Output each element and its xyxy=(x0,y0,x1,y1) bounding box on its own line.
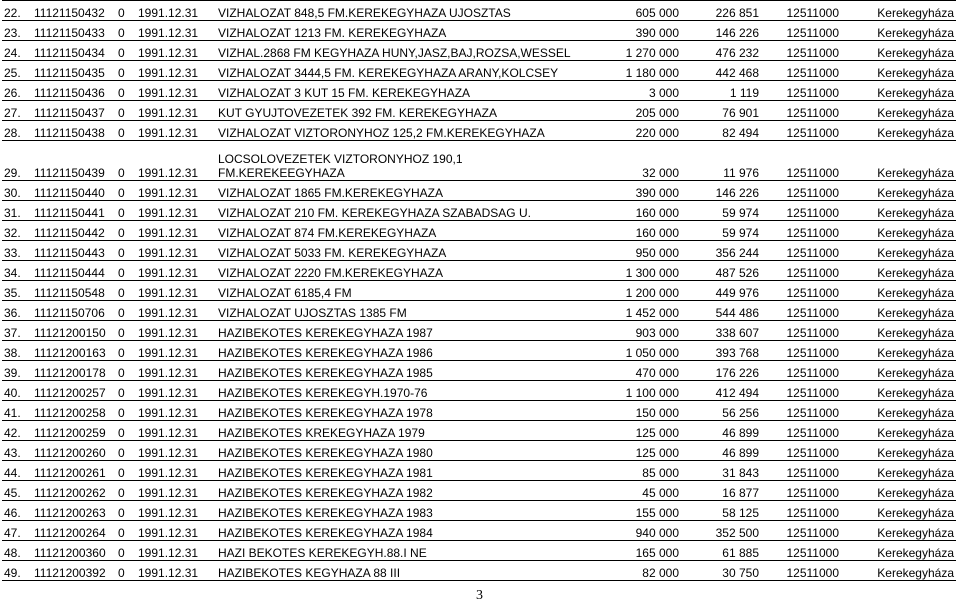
table-row xyxy=(2,381,956,401)
row-number-cell: 24. xyxy=(2,41,32,61)
flag-cell: 0 xyxy=(116,101,136,121)
net-value-cell: 176 226 xyxy=(681,361,761,381)
account-cell: 12511000 xyxy=(761,41,841,61)
location-cell: Kerekegyháza xyxy=(841,521,956,541)
row-number-cell: 35. xyxy=(2,281,32,301)
net-value-cell: 11 976 xyxy=(681,141,761,181)
table-row xyxy=(2,101,956,121)
row-number-cell: 36. xyxy=(2,301,32,321)
flag-cell: 0 xyxy=(116,541,136,561)
description-cell: HAZIBEKOTES KEREKEGYHAZA 1986 xyxy=(216,341,596,361)
asset-code-cell: 11121200392 xyxy=(32,561,116,581)
net-value-cell: 352 500 xyxy=(681,521,761,541)
gross-value-cell: 45 000 xyxy=(596,481,681,501)
flag-cell: 0 xyxy=(116,181,136,201)
location-cell: Kerekegyháza xyxy=(841,381,956,401)
date-cell: 1991.12.31 xyxy=(136,521,216,541)
net-value-cell: 146 226 xyxy=(681,181,761,201)
description-line-1: LOCSOLOVEZETEK VIZTORONYHOZ 190,1 xyxy=(218,152,463,166)
table-row xyxy=(2,421,956,441)
asset-code-cell: 11121200260 xyxy=(32,441,116,461)
date-cell: 1991.12.31 xyxy=(136,181,216,201)
account-cell: 12511000 xyxy=(761,381,841,401)
asset-code-cell: 11121150433 xyxy=(32,21,116,41)
table-row xyxy=(2,401,956,421)
location-cell: Kerekegyháza xyxy=(841,461,956,481)
asset-code-cell: 11121200150 xyxy=(32,321,116,341)
table-row xyxy=(2,81,956,101)
asset-code-cell: 11121150439 xyxy=(32,141,116,181)
asset-code-cell: 11121150442 xyxy=(32,221,116,241)
date-cell: 1991.12.31 xyxy=(136,501,216,521)
asset-code-cell: 11121200258 xyxy=(32,401,116,421)
date-cell: 1991.12.31 xyxy=(136,561,216,581)
description-cell: HAZIBEKOTES KEREKEGYH.1970-76 xyxy=(216,381,596,401)
description-cell: VIZHALOZAT VIZTORONYHOZ 125,2 FM.KEREKEGYHAZA xyxy=(216,121,596,141)
date-cell: 1991.12.31 xyxy=(136,21,216,41)
location-cell: Kerekegyháza xyxy=(841,81,956,101)
gross-value-cell: 1 050 000 xyxy=(596,341,681,361)
asset-code-cell: 11121200263 xyxy=(32,501,116,521)
table-row xyxy=(2,121,956,141)
asset-code-cell: 11121150706 xyxy=(32,301,116,321)
flag-cell: 0 xyxy=(116,141,136,181)
location-cell: Kerekegyháza xyxy=(841,21,956,41)
description-cell: VIZHALOZAT 3 KUT 15 FM. KEREKEGYHAZA xyxy=(216,81,596,101)
description-cell: VIZHALOZAT 2220 FM.KEREKEGYHAZA xyxy=(216,261,596,281)
account-cell: 12511000 xyxy=(761,81,841,101)
gross-value-cell: 940 000 xyxy=(596,521,681,541)
description-cell: VIZHALOZAT 848,5 FM.KEREKEGYHAZA UJOSZTAS xyxy=(216,1,596,21)
date-cell: 1991.12.31 xyxy=(136,381,216,401)
date-cell: 1991.12.31 xyxy=(136,441,216,461)
location-cell: Kerekegyháza xyxy=(841,481,956,501)
table-row xyxy=(2,241,956,261)
asset-code-cell: 11121200360 xyxy=(32,541,116,561)
asset-register-table xyxy=(2,0,956,581)
row-number-cell: 45. xyxy=(2,481,32,501)
gross-value-cell: 1 200 000 xyxy=(596,281,681,301)
table-row xyxy=(2,261,956,281)
description-cell: HAZIBEKOTES KEREKEGYHAZA 1987 xyxy=(216,321,596,341)
net-value-cell: 76 901 xyxy=(681,101,761,121)
location-cell: Kerekegyháza xyxy=(841,101,956,121)
description-cell: HAZIBEKOTES KEREKEGYHAZA 1978 xyxy=(216,401,596,421)
flag-cell: 0 xyxy=(116,1,136,21)
flag-cell: 0 xyxy=(116,441,136,461)
description-cell xyxy=(216,141,596,181)
table-row xyxy=(2,301,956,321)
row-number-cell: 47. xyxy=(2,521,32,541)
flag-cell: 0 xyxy=(116,501,136,521)
net-value-cell: 16 877 xyxy=(681,481,761,501)
asset-code-cell: 11121150436 xyxy=(32,81,116,101)
description-cell: VIZHALOZAT 6185,4 FM xyxy=(216,281,596,301)
date-cell: 1991.12.31 xyxy=(136,401,216,421)
flag-cell: 0 xyxy=(116,381,136,401)
date-cell: 1991.12.31 xyxy=(136,261,216,281)
account-cell: 12511000 xyxy=(761,261,841,281)
asset-code-cell: 11121200163 xyxy=(32,341,116,361)
location-cell: Kerekegyháza xyxy=(841,141,956,181)
table-row xyxy=(2,341,956,361)
gross-value-cell: 150 000 xyxy=(596,401,681,421)
net-value-cell: 31 843 xyxy=(681,461,761,481)
flag-cell: 0 xyxy=(116,481,136,501)
net-value-cell: 412 494 xyxy=(681,381,761,401)
flag-cell: 0 xyxy=(116,261,136,281)
row-number-cell: 46. xyxy=(2,501,32,521)
row-number-cell: 33. xyxy=(2,241,32,261)
net-value-cell: 338 607 xyxy=(681,321,761,341)
description-cell: VIZHALOZAT 1213 FM. KEREKEGYHAZA xyxy=(216,21,596,41)
table-row xyxy=(2,281,956,301)
table-row xyxy=(2,61,956,81)
asset-code-cell: 11121150434 xyxy=(32,41,116,61)
account-cell: 12511000 xyxy=(761,341,841,361)
gross-value-cell: 1 100 000 xyxy=(596,381,681,401)
net-value-cell: 46 899 xyxy=(681,441,761,461)
account-cell: 12511000 xyxy=(761,441,841,461)
location-cell: Kerekegyháza xyxy=(841,61,956,81)
table-row xyxy=(2,441,956,461)
account-cell: 12511000 xyxy=(761,461,841,481)
location-cell: Kerekegyháza xyxy=(841,501,956,521)
asset-code-cell: 11121150441 xyxy=(32,201,116,221)
location-cell: Kerekegyháza xyxy=(841,361,956,381)
table-row xyxy=(2,541,956,561)
flag-cell: 0 xyxy=(116,41,136,61)
flag-cell: 0 xyxy=(116,461,136,481)
date-cell: 1991.12.31 xyxy=(136,421,216,441)
flag-cell: 0 xyxy=(116,561,136,581)
gross-value-cell: 1 452 000 xyxy=(596,301,681,321)
location-cell: Kerekegyháza xyxy=(841,401,956,421)
gross-value-cell: 903 000 xyxy=(596,321,681,341)
net-value-cell: 226 851 xyxy=(681,1,761,21)
net-value-cell: 393 768 xyxy=(681,341,761,361)
row-number-cell: 30. xyxy=(2,181,32,201)
row-number-cell: 34. xyxy=(2,261,32,281)
flag-cell: 0 xyxy=(116,241,136,261)
location-cell: Kerekegyháza xyxy=(841,541,956,561)
row-number-cell: 40. xyxy=(2,381,32,401)
row-number-cell: 39. xyxy=(2,361,32,381)
row-number-cell: 38. xyxy=(2,341,32,361)
date-cell: 1991.12.31 xyxy=(136,301,216,321)
account-cell: 12511000 xyxy=(761,401,841,421)
gross-value-cell: 1 270 000 xyxy=(596,41,681,61)
location-cell: Kerekegyháza xyxy=(841,341,956,361)
asset-code-cell: 11121150432 xyxy=(32,1,116,21)
account-cell: 12511000 xyxy=(761,561,841,581)
account-cell: 12511000 xyxy=(761,301,841,321)
asset-code-cell: 11121200257 xyxy=(32,381,116,401)
row-number-cell: 26. xyxy=(2,81,32,101)
row-number-cell: 22. xyxy=(2,1,32,21)
date-cell: 1991.12.31 xyxy=(136,221,216,241)
description-cell: VIZHALOZAT 874 FM.KEREKEGYHAZA xyxy=(216,221,596,241)
table-row xyxy=(2,141,956,181)
asset-code-cell: 11121200261 xyxy=(32,461,116,481)
flag-cell: 0 xyxy=(116,61,136,81)
description-line-2: FM.KEREKEEGYHAZA xyxy=(218,166,345,180)
description-cell: HAZIBEKOTES KREKEGYHAZA 1979 xyxy=(216,421,596,441)
location-cell: Kerekegyháza xyxy=(841,321,956,341)
row-number-cell: 28. xyxy=(2,121,32,141)
date-cell: 1991.12.31 xyxy=(136,481,216,501)
row-number-cell: 49. xyxy=(2,561,32,581)
net-value-cell: 1 119 xyxy=(681,81,761,101)
gross-value-cell: 1 300 000 xyxy=(596,261,681,281)
description-cell: VIZHALOZAT UJOSZTAS 1385 FM xyxy=(216,301,596,321)
location-cell: Kerekegyháza xyxy=(841,201,956,221)
gross-value-cell: 160 000 xyxy=(596,201,681,221)
row-number-cell: 42. xyxy=(2,421,32,441)
date-cell: 1991.12.31 xyxy=(136,361,216,381)
account-cell: 12511000 xyxy=(761,101,841,121)
asset-code-cell: 11121150443 xyxy=(32,241,116,261)
flag-cell: 0 xyxy=(116,221,136,241)
date-cell: 1991.12.31 xyxy=(136,341,216,361)
table-row xyxy=(2,41,956,61)
gross-value-cell: 605 000 xyxy=(596,1,681,21)
table-row xyxy=(2,1,956,21)
date-cell: 1991.12.31 xyxy=(136,61,216,81)
flag-cell: 0 xyxy=(116,361,136,381)
asset-code-cell: 11121150548 xyxy=(32,281,116,301)
description-cell: HAZIBEKOTES KEREKEGYHAZA 1984 xyxy=(216,521,596,541)
row-number-cell: 25. xyxy=(2,61,32,81)
location-cell: Kerekegyháza xyxy=(841,1,956,21)
account-cell: 12511000 xyxy=(761,181,841,201)
flag-cell: 0 xyxy=(116,201,136,221)
flag-cell: 0 xyxy=(116,121,136,141)
table-row xyxy=(2,361,956,381)
account-cell: 12511000 xyxy=(761,61,841,81)
flag-cell: 0 xyxy=(116,321,136,341)
asset-code-cell: 11121150444 xyxy=(32,261,116,281)
location-cell: Kerekegyháza xyxy=(841,281,956,301)
date-cell: 1991.12.31 xyxy=(136,541,216,561)
flag-cell: 0 xyxy=(116,301,136,321)
description-cell: VIZHALOZAT 210 FM. KEREKEGYHAZA SZABADSAG U. xyxy=(216,201,596,221)
date-cell: 1991.12.31 xyxy=(136,41,216,61)
asset-code-cell: 11121150435 xyxy=(32,61,116,81)
net-value-cell: 476 232 xyxy=(681,41,761,61)
asset-code-cell: 11121150437 xyxy=(32,101,116,121)
date-cell: 1991.12.31 xyxy=(136,321,216,341)
gross-value-cell: 125 000 xyxy=(596,441,681,461)
location-cell: Kerekegyháza xyxy=(841,421,956,441)
asset-code-cell: 11121200178 xyxy=(32,361,116,381)
date-cell: 1991.12.31 xyxy=(136,81,216,101)
date-cell: 1991.12.31 xyxy=(136,201,216,221)
description-cell: HAZIBEKOTES KEGYHAZA 88 III xyxy=(216,561,596,581)
row-number-cell: 43. xyxy=(2,441,32,461)
description-cell: HAZIBEKOTES KEREKEGYHAZA 1983 xyxy=(216,501,596,521)
account-cell: 12511000 xyxy=(761,281,841,301)
description-cell: VIZHALOZAT 1865 FM.KEREKEGYHAZA xyxy=(216,181,596,201)
description-cell: VIZHALOZAT 5033 FM. KEREKEGYHAZA xyxy=(216,241,596,261)
location-cell: Kerekegyháza xyxy=(841,221,956,241)
flag-cell: 0 xyxy=(116,281,136,301)
location-cell: Kerekegyháza xyxy=(841,561,956,581)
gross-value-cell: 160 000 xyxy=(596,221,681,241)
gross-value-cell: 165 000 xyxy=(596,541,681,561)
net-value-cell: 82 494 xyxy=(681,121,761,141)
flag-cell: 0 xyxy=(116,421,136,441)
date-cell: 1991.12.31 xyxy=(136,141,216,181)
date-cell: 1991.12.31 xyxy=(136,1,216,21)
account-cell: 12511000 xyxy=(761,321,841,341)
asset-code-cell: 11121200264 xyxy=(32,521,116,541)
account-cell: 12511000 xyxy=(761,481,841,501)
location-cell: Kerekegyháza xyxy=(841,301,956,321)
date-cell: 1991.12.31 xyxy=(136,121,216,141)
location-cell: Kerekegyháza xyxy=(841,261,956,281)
flag-cell: 0 xyxy=(116,521,136,541)
net-value-cell: 59 974 xyxy=(681,201,761,221)
description-cell: HAZIBEKOTES KEREKEGYHAZA 1980 xyxy=(216,441,596,461)
table-row xyxy=(2,461,956,481)
net-value-cell: 30 750 xyxy=(681,561,761,581)
description-cell: HAZIBEKOTES KEREKEGYHAZA 1982 xyxy=(216,481,596,501)
account-cell: 12511000 xyxy=(761,221,841,241)
row-number-cell: 44. xyxy=(2,461,32,481)
table-row xyxy=(2,321,956,341)
table-row xyxy=(2,181,956,201)
asset-code-cell: 11121150438 xyxy=(32,121,116,141)
row-number-cell: 48. xyxy=(2,541,32,561)
gross-value-cell: 390 000 xyxy=(596,21,681,41)
gross-value-cell: 125 000 xyxy=(596,421,681,441)
location-cell: Kerekegyháza xyxy=(841,41,956,61)
gross-value-cell: 155 000 xyxy=(596,501,681,521)
table-row xyxy=(2,521,956,541)
net-value-cell: 46 899 xyxy=(681,421,761,441)
gross-value-cell: 205 000 xyxy=(596,101,681,121)
flag-cell: 0 xyxy=(116,81,136,101)
date-cell: 1991.12.31 xyxy=(136,461,216,481)
account-cell: 12511000 xyxy=(761,121,841,141)
row-number-cell: 29. xyxy=(2,141,32,181)
location-cell: Kerekegyháza xyxy=(841,121,956,141)
net-value-cell: 487 526 xyxy=(681,261,761,281)
net-value-cell: 61 885 xyxy=(681,541,761,561)
row-number-cell: 32. xyxy=(2,221,32,241)
location-cell: Kerekegyháza xyxy=(841,441,956,461)
net-value-cell: 56 256 xyxy=(681,401,761,421)
location-cell: Kerekegyháza xyxy=(841,241,956,261)
gross-value-cell: 1 180 000 xyxy=(596,61,681,81)
gross-value-cell: 390 000 xyxy=(596,181,681,201)
date-cell: 1991.12.31 xyxy=(136,101,216,121)
gross-value-cell: 3 000 xyxy=(596,81,681,101)
table-row xyxy=(2,501,956,521)
row-number-cell: 27. xyxy=(2,101,32,121)
account-cell: 12511000 xyxy=(761,361,841,381)
net-value-cell: 356 244 xyxy=(681,241,761,261)
net-value-cell: 449 976 xyxy=(681,281,761,301)
net-value-cell: 58 125 xyxy=(681,501,761,521)
flag-cell: 0 xyxy=(116,341,136,361)
table-row xyxy=(2,561,956,581)
account-cell: 12511000 xyxy=(761,521,841,541)
table-row xyxy=(2,221,956,241)
table-row xyxy=(2,21,956,41)
table-row xyxy=(2,481,956,501)
account-cell: 12511000 xyxy=(761,241,841,261)
description-cell: HAZIBEKOTES KEREKEGYHAZA 1985 xyxy=(216,361,596,381)
asset-code-cell: 11121200259 xyxy=(32,421,116,441)
location-cell: Kerekegyháza xyxy=(841,181,956,201)
row-number-cell: 41. xyxy=(2,401,32,421)
gross-value-cell: 470 000 xyxy=(596,361,681,381)
asset-code-cell: 11121200262 xyxy=(32,481,116,501)
account-cell: 12511000 xyxy=(761,201,841,221)
net-value-cell: 59 974 xyxy=(681,221,761,241)
description-cell: HAZIBEKOTES KEREKEGYHAZA 1981 xyxy=(216,461,596,481)
date-cell: 1991.12.31 xyxy=(136,241,216,261)
net-value-cell: 442 468 xyxy=(681,61,761,81)
account-cell: 12511000 xyxy=(761,141,841,181)
account-cell: 12511000 xyxy=(761,421,841,441)
table-body xyxy=(2,1,956,581)
description-cell: KUT GYUJTOVEZETEK 392 FM. KEREKEGYHAZA xyxy=(216,101,596,121)
flag-cell: 0 xyxy=(116,401,136,421)
account-cell: 12511000 xyxy=(761,501,841,521)
description-cell: VIZHAL.2868 FM KEGYHAZA HUNY,JASZ,BAJ,ROZSA,WESSEL xyxy=(216,41,596,61)
asset-code-cell: 11121150440 xyxy=(32,181,116,201)
description-cell: VIZHALOZAT 3444,5 FM. KEREKEGYHAZA ARANY,KOLCSEY xyxy=(216,61,596,81)
gross-value-cell: 32 000 xyxy=(596,141,681,181)
row-number-cell: 23. xyxy=(2,21,32,41)
gross-value-cell: 85 000 xyxy=(596,461,681,481)
account-cell: 12511000 xyxy=(761,1,841,21)
table-row xyxy=(2,201,956,221)
gross-value-cell: 82 000 xyxy=(596,561,681,581)
gross-value-cell: 950 000 xyxy=(596,241,681,261)
account-cell: 12511000 xyxy=(761,21,841,41)
row-number-cell: 37. xyxy=(2,321,32,341)
date-cell: 1991.12.31 xyxy=(136,281,216,301)
net-value-cell: 146 226 xyxy=(681,21,761,41)
gross-value-cell: 220 000 xyxy=(596,121,681,141)
page-number: 3 xyxy=(476,588,483,603)
account-cell: 12511000 xyxy=(761,541,841,561)
net-value-cell: 544 486 xyxy=(681,301,761,321)
row-number-cell: 31. xyxy=(2,201,32,221)
description-cell: HAZI BEKOTES KEREKEGYH.88.I NE xyxy=(216,541,596,561)
flag-cell: 0 xyxy=(116,21,136,41)
